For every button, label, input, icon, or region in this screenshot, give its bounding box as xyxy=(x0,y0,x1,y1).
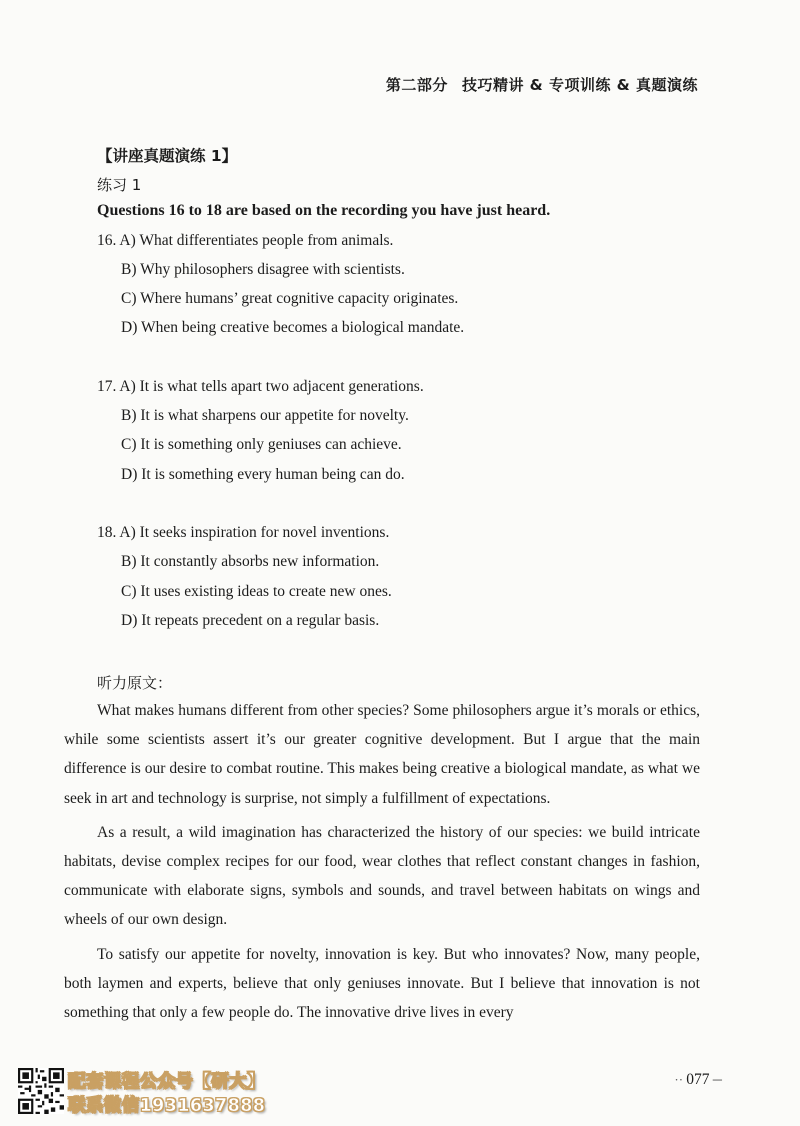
transcript-paragraph-2: As a result, a wild imagination has characterized the history of our species: we build intricate habitats, devise complex recipes for our food, wear clothes that reflect constant changes in fashion, communicate with elaborate signs, symbols and sounds, and travel between habitats on wings and wheels of our own design. xyxy=(64,823,700,929)
transcript-body xyxy=(64,696,700,1032)
option-text: A) It is what tells apart two adjacent generations. xyxy=(119,378,424,395)
transcript-label: 听力原文： xyxy=(97,674,173,692)
option-text: A) What differentiates people from animals. xyxy=(119,232,394,249)
promo-banner xyxy=(18,1066,313,1118)
instructions: Questions 16 to 18 are based on the recording you have just heard. xyxy=(97,202,551,219)
header-title: 技巧精讲 & 专项训练 & 真题演练 xyxy=(461,76,698,94)
question-16-option-d: D) When being creative becomes a biological mandate. xyxy=(121,319,465,336)
question-number: 16. xyxy=(97,232,120,249)
question-18-option-c: C) It uses existing ideas to create new ones. xyxy=(121,583,392,600)
question-16-option-b: B) Why philosophers disagree with scientists. xyxy=(121,261,405,278)
page-number: ·· 077 ─ xyxy=(674,1071,722,1088)
question-17-option-c: C) It is something only geniuses can achieve. xyxy=(121,436,402,453)
promo-line-1: 配套课程公众号【研大】 xyxy=(68,1072,265,1092)
transcript-paragraph-3: To satisfy our appetite for novelty, innovation is key. But who innovates? Now, many people, both laymen and experts, believe that only geniuses innovate. But I believe that innovation is not something that only a few people do. The innovative drive lives in every xyxy=(64,945,700,1022)
section-title: 【讲座真题演练 1】 xyxy=(97,147,238,165)
transcript-paragraph-1: What makes humans different from other species? Some philosophers argue it’s morals or ethics, while some scientists assert it’s our greater cognitive development. But I argue that the main difference is our desire to combat routine. This makes being creative a biological mandate, as what we seek in art and technology is surprise, not simply a fulfillment of expectations. xyxy=(64,702,700,807)
qr-code-icon xyxy=(18,1068,64,1114)
question-17-option-d: D) It is something every human being can do. xyxy=(121,466,405,483)
question-18-option-b: B) It constantly absorbs new information. xyxy=(121,553,380,570)
question-17-option-a xyxy=(97,378,424,396)
page-number-text: 077 xyxy=(686,1071,710,1088)
exercise-label: 练习 1 xyxy=(97,176,142,194)
promo-line-2: 联系微信1931637888 xyxy=(68,1096,266,1116)
question-16-option-c: C) Where humans’ great cognitive capacity originates. xyxy=(121,290,459,307)
question-number: 17. xyxy=(97,378,120,395)
header-part: 第二部分 xyxy=(385,76,448,94)
question-number: 18. xyxy=(97,524,120,541)
page-header xyxy=(386,74,698,95)
question-18-option-d: D) It repeats precedent on a regular basis. xyxy=(121,612,380,629)
option-text: A) It seeks inspiration for novel inventions. xyxy=(119,524,390,541)
question-17-option-b: B) It is what sharpens our appetite for novelty. xyxy=(121,407,409,424)
question-18-option-a xyxy=(97,524,389,542)
question-16-option-a xyxy=(97,232,393,250)
